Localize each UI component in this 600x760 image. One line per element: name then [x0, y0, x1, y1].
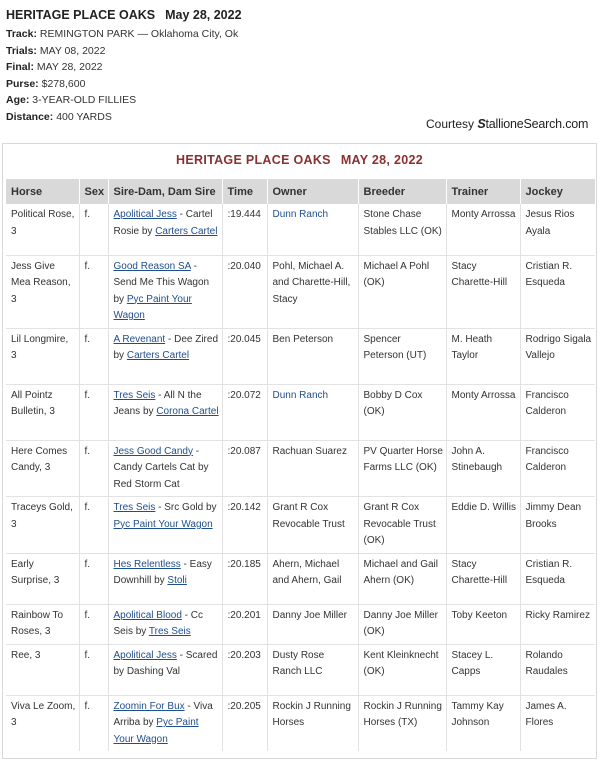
- pedigree-cell: [108, 384, 222, 440]
- results-title: [3, 144, 596, 179]
- sex-cell: f.: [79, 384, 108, 440]
- owner-cell: Grant R Cox Revocable Trust: [267, 497, 358, 554]
- sex-cell: f.: [79, 497, 108, 554]
- owner-cell: Rachuan Suarez: [267, 440, 358, 497]
- pedigree-cell: [108, 695, 222, 751]
- col-header-breeder: Breeder: [358, 179, 446, 204]
- sire-link[interactable]: Jess Good Candy: [113, 445, 193, 457]
- track-label: Track:: [6, 28, 37, 40]
- sex-cell: f.: [79, 604, 108, 644]
- trainer-cell: Stacy Charette-Hill: [446, 255, 520, 328]
- breeder-cell: Stone Chase Stables LLC (OK): [358, 204, 446, 255]
- breeder-cell: Grant R Cox Revocable Trust (OK): [358, 497, 446, 554]
- horse-cell: Lil Longmire, 3: [6, 328, 79, 384]
- sire-link[interactable]: A Revenant: [113, 333, 166, 345]
- results-table: [6, 179, 595, 751]
- race-date: May 28, 2022: [165, 8, 242, 22]
- horse-cell: Viva Le Zoom, 3: [6, 695, 79, 751]
- results-title-date: MAY 28, 2022: [340, 153, 423, 167]
- pedigree-cell: [108, 255, 222, 328]
- time-cell: :20.142: [222, 497, 267, 554]
- time-cell: :19.444: [222, 204, 267, 255]
- owner-cell: Rockin J Running Horses: [267, 695, 358, 751]
- col-header-pedigree: Sire-Dam, Dam Sire: [108, 179, 222, 204]
- owner-cell: Ben Peterson: [267, 328, 358, 384]
- brand-logo-s: S: [477, 117, 486, 131]
- age-label: Age:: [6, 94, 30, 106]
- table-row: [6, 695, 595, 751]
- owner-cell: Danny Joe Miller: [267, 604, 358, 644]
- final-value: MAY 28, 2022: [36, 61, 103, 73]
- trainer-cell: Stacy Charette-Hill: [446, 553, 520, 604]
- pedigree-cell: [108, 553, 222, 604]
- trainer-cell: Tammy Kay Johnson: [446, 695, 520, 751]
- jockey-cell: Jimmy Dean Brooks: [520, 497, 595, 554]
- jockey-cell: Ricky Ramirez: [520, 604, 595, 644]
- table-row: [6, 604, 595, 644]
- pedigree-cell: [108, 204, 222, 255]
- owner-cell: Dunn Ranch: [267, 204, 358, 255]
- time-cell: :20.205: [222, 695, 267, 751]
- distance-label: Distance:: [6, 110, 54, 123]
- owner-cell: Dusty Rose Ranch LLC: [267, 644, 358, 695]
- time-cell: :20.045: [222, 328, 267, 384]
- table-row: [6, 255, 595, 328]
- jockey-cell: Rodrigo Sigala Vallejo: [520, 328, 595, 384]
- purse-value: $278,600: [41, 77, 86, 90]
- horse-cell: Here Comes Candy, 3: [6, 440, 79, 497]
- horse-cell: All Pointz Bulletin, 3: [6, 384, 79, 440]
- col-header-jockey: Jockey: [520, 179, 595, 204]
- trainer-cell: Toby Keeton: [446, 604, 520, 644]
- time-cell: :20.203: [222, 644, 267, 695]
- pedigree-cell: [108, 604, 222, 644]
- dam-text: - All N the Jeans by: [113, 389, 202, 417]
- distance-value: 400 YARDS: [56, 110, 112, 123]
- dam-text: - Cc Seis by: [113, 609, 203, 637]
- dam-text: - Easy Downhill by: [113, 558, 212, 586]
- dam-sire-link[interactable]: Tres Seis: [148, 626, 191, 637]
- trainer-cell: Monty Arrossa: [446, 204, 520, 255]
- brand-logo-text: tallioneSearch.com: [485, 117, 589, 131]
- time-cell: :20.087: [222, 440, 267, 497]
- trials-label: Trials:: [6, 44, 37, 57]
- table-row: [6, 644, 595, 695]
- purse-line: [6, 76, 600, 93]
- sire-link[interactable]: Tres Seis: [113, 502, 156, 513]
- age-value: 3-YEAR-OLD FILLIES: [32, 94, 137, 106]
- breeder-cell: Michael and Gail Ahern (OK): [358, 553, 446, 604]
- horse-cell: Traceys Gold, 3: [6, 497, 79, 554]
- results-title-name: HERITAGE PLACE OAKS: [176, 153, 331, 167]
- track-value: REMINGTON PARK — Oklahoma City, Ok: [39, 28, 239, 40]
- horse-cell: Ree, 3: [6, 644, 79, 695]
- dam-text: - Src Gold by: [155, 502, 217, 513]
- brand-logo[interactable]: [477, 117, 588, 131]
- dam-text: - Cartel Rosie by: [113, 209, 213, 237]
- sex-cell: f.: [79, 328, 108, 384]
- courtesy-credit: [426, 117, 588, 131]
- pedigree-cell: [108, 644, 222, 695]
- sire-link[interactable]: Tres Seis: [113, 389, 156, 401]
- sire-link[interactable]: Hes Relentless: [113, 558, 181, 570]
- jockey-cell: James A. Flores: [525, 700, 567, 728]
- col-header-owner: Owner: [267, 179, 358, 204]
- dam-sire-link[interactable]: Stoli: [167, 575, 187, 586]
- jockey-cell: Rolando Raudales: [520, 644, 595, 695]
- sex-cell: f.: [79, 255, 108, 328]
- final-line: [6, 59, 600, 76]
- table-row: [6, 497, 595, 554]
- breeder-cell: PV Quarter Horse Farms LLC (OK): [358, 440, 446, 497]
- race-header: [0, 0, 600, 140]
- table-row: [6, 553, 595, 604]
- sire-link[interactable]: Apolitical Jess: [113, 209, 177, 220]
- trainer-cell: John A. Stinebaugh: [446, 440, 520, 497]
- dam-text: - Candy Cartels Cat by Red Storm Cat: [113, 445, 209, 490]
- horse-cell: Rainbow To Roses, 3: [6, 604, 79, 644]
- time-cell: :20.201: [222, 604, 267, 644]
- owner-cell: Pohl, Michael A. and Charette-Hill, Stacy: [267, 255, 358, 328]
- race-title: [6, 8, 600, 22]
- dam-sire-link[interactable]: Carters Cartel: [126, 350, 190, 361]
- breeder-cell: Bobby D Cox (OK): [358, 384, 446, 440]
- breeder-cell: Kent Kleinknecht (OK): [358, 644, 446, 695]
- sire-link[interactable]: Apolitical Jess: [113, 649, 177, 661]
- dam-text: - Scared by Dashing Val: [113, 649, 218, 677]
- race-info: [6, 26, 600, 125]
- sex-cell: f.: [79, 553, 108, 604]
- sire-link[interactable]: Zoomin For Bux: [113, 700, 185, 712]
- jockey-cell: Francisco Calderon: [520, 440, 595, 497]
- trials-value: MAY 08, 2022: [39, 44, 106, 57]
- table-row: [6, 328, 595, 384]
- sex-cell: f.: [79, 695, 108, 751]
- jockey-cell: Francisco Calderon: [520, 384, 595, 440]
- breeder-cell: Michael A Pohl (OK): [358, 255, 446, 328]
- col-header-time: Time: [222, 179, 267, 204]
- race-name: HERITAGE PLACE OAKS: [6, 8, 156, 22]
- courtesy-text: Courtesy: [426, 117, 475, 131]
- results-panel: [2, 143, 597, 759]
- trainer-cell: Eddie D. Willis: [446, 497, 520, 554]
- sire-link[interactable]: Apolitical Blood: [113, 609, 182, 621]
- dam-text: - Viva Arriba by: [113, 700, 213, 728]
- owner-cell: Dunn Ranch: [267, 384, 358, 440]
- trainer-cell: M. Heath Taylor: [446, 328, 520, 384]
- table-row: [6, 204, 595, 255]
- pedigree-cell: [108, 328, 222, 384]
- final-label: Final:: [6, 61, 34, 73]
- track-line: [6, 26, 600, 43]
- table-header-row: [6, 179, 595, 204]
- horse-cell: Jess Give Mea Reason, 3: [6, 255, 79, 328]
- breeder-cell: Rockin J Running Horses (TX): [358, 695, 446, 751]
- pedigree-cell: [108, 497, 222, 554]
- table-row: [6, 384, 595, 440]
- sire-link[interactable]: Good Reason SA: [113, 260, 191, 272]
- sex-cell: f.: [79, 644, 108, 695]
- dam-sire-link[interactable]: Corona Cartel: [156, 406, 219, 417]
- dam-sire-link[interactable]: Pyc Paint Your Wagon: [113, 518, 213, 530]
- results-body: [6, 204, 595, 751]
- col-header-horse: Horse: [6, 179, 79, 204]
- time-cell: :20.072: [222, 384, 267, 440]
- table-row: [6, 440, 595, 497]
- jockey-cell: Jesus Rios Ayala: [520, 204, 595, 255]
- purse-label: Purse:: [6, 77, 39, 90]
- dam-sire-link[interactable]: Pyc Paint Your Wagon: [113, 293, 192, 321]
- horse-cell: Political Rose, 3: [6, 204, 79, 255]
- trainer-cell: Stacey L. Capps: [446, 644, 520, 695]
- pedigree-cell: [108, 440, 222, 497]
- breeder-cell: Spencer Peterson (UT): [358, 328, 446, 384]
- trials-line: [6, 43, 600, 60]
- sex-cell: f.: [79, 204, 108, 255]
- sex-cell: f.: [79, 440, 108, 497]
- jockey-cell: Cristian R. Esqueda: [520, 553, 595, 604]
- jockey-cell: Cristian R. Esqueda: [520, 255, 595, 328]
- col-header-trainer: Trainer: [446, 179, 520, 204]
- owner-cell: Ahern, Michael and Ahern, Gail: [267, 553, 358, 604]
- col-header-sex: Sex: [79, 179, 108, 204]
- trainer-cell: Monty Arrossa: [446, 384, 520, 440]
- dam-sire-link[interactable]: Pyc Paint Your Wagon: [113, 717, 199, 745]
- dam-text: - Dee Zired by: [113, 333, 219, 361]
- time-cell: :20.040: [222, 255, 267, 328]
- breeder-cell: Danny Joe Miller (OK): [358, 604, 446, 644]
- age-line: [6, 92, 600, 109]
- time-cell: :20.185: [222, 553, 267, 604]
- dam-sire-link[interactable]: Carters Cartel: [155, 225, 218, 237]
- dam-text: - Send Me This Wagon by: [113, 260, 210, 305]
- horse-cell: Early Surprise, 3: [6, 553, 79, 604]
